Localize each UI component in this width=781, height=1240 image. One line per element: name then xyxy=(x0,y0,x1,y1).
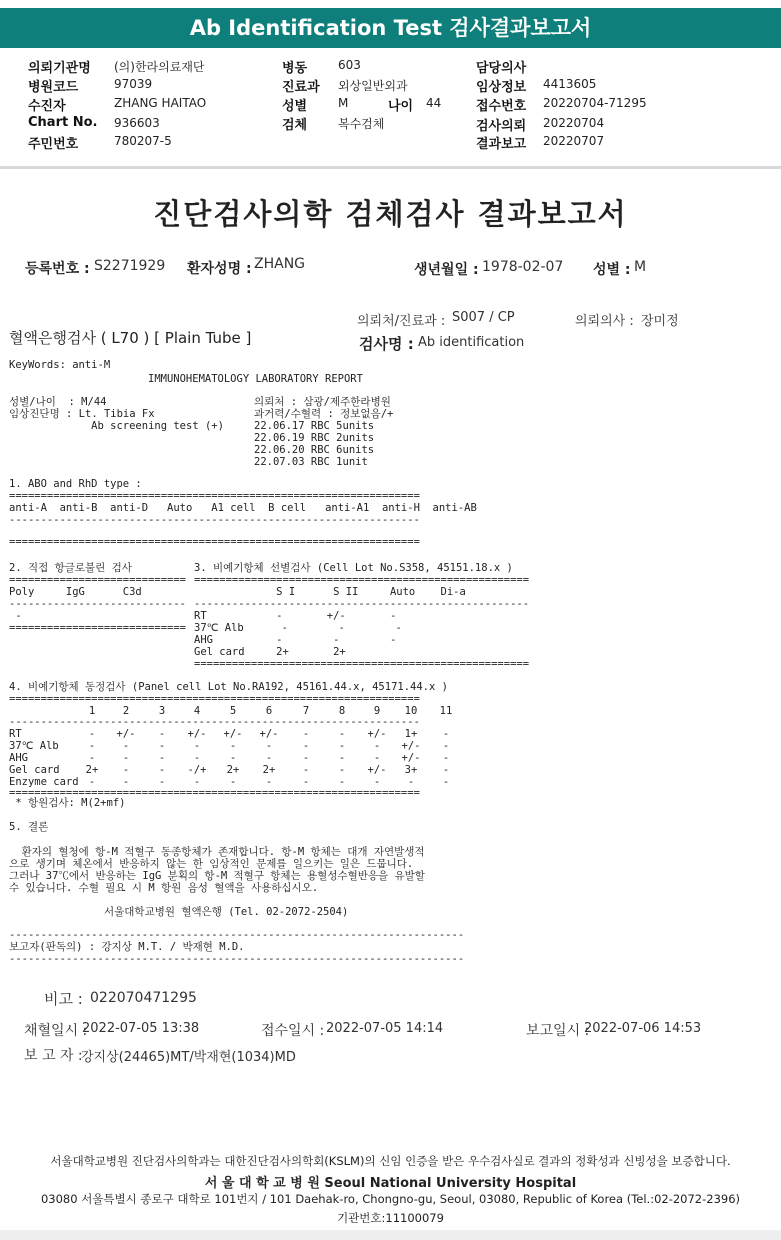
panel-cell: - xyxy=(265,752,273,764)
screening-separator: ===================================================== xyxy=(194,574,530,586)
panel-cell: 3+ xyxy=(404,764,418,776)
header-key: 임상정보 xyxy=(476,80,527,95)
panel-col-header: 10 xyxy=(404,705,418,717)
header-key: 의뢰기관명 xyxy=(28,61,91,76)
panel-cell: - xyxy=(373,776,381,788)
dob-label: 생년월일 : xyxy=(414,262,479,278)
dat-header: Poly IgG C3d xyxy=(9,586,142,598)
header-value: 780207-5 xyxy=(114,134,172,148)
header-key: 검사의뢰 xyxy=(476,119,527,134)
panel-cell: - xyxy=(302,764,310,776)
header-value: 복수검체 xyxy=(338,117,385,131)
panel-row-label: AHG xyxy=(9,752,28,764)
panel-cell: +/- xyxy=(187,728,207,740)
header-info xyxy=(0,52,781,164)
screening-row: RT - +/- - xyxy=(194,610,397,622)
transfusion-line: 22.06.17 RBC 5units xyxy=(254,420,375,432)
header-value: M xyxy=(338,96,349,110)
panel-cell: - xyxy=(122,752,130,764)
conclusion-title: 5. 결론 xyxy=(9,821,49,833)
history: 과거력/수혈력 : 정보없음/+ xyxy=(254,408,394,420)
header-key: 담당의사 xyxy=(476,61,527,76)
abo-separator: ================================================================= xyxy=(9,490,420,502)
panel-col-header: 7 xyxy=(302,705,310,717)
diagnosis-line: Ab screening test (+) xyxy=(9,420,224,432)
abo-separator: ----------------------------------------------------------------- xyxy=(9,514,420,526)
dat-value: - xyxy=(9,610,22,622)
sex-age: 성별/나이 : M/44 xyxy=(9,396,107,408)
header-value: 97039 xyxy=(114,77,153,91)
lab-reporter: 보고자(판독의) : 강지상 M.T. / 박재현 M.D. xyxy=(9,941,245,953)
panel-row-label: Enzyme card xyxy=(9,776,79,788)
header-key: 결과보고 xyxy=(476,137,527,152)
abo-separator: ================================================================= xyxy=(9,536,420,548)
remarks-value: 022070471295 xyxy=(90,990,197,1006)
header-value: 44 xyxy=(426,96,442,110)
panel-cell: - xyxy=(158,752,166,764)
sex-label: 성별 : xyxy=(593,262,631,278)
lab-report-header: IMMUNOHEMATOLOGY LABORATORY REPORT xyxy=(148,373,363,385)
footer-hospital-name: 서 울 대 학 교 병 원 Seoul National University Hospital xyxy=(204,1176,577,1191)
header-key: 검체 xyxy=(282,118,308,133)
panel-cell: - xyxy=(229,752,237,764)
report-banner: Ab Identification Test 검사결과보고서 xyxy=(0,8,781,48)
header-value: (의)한라의료재단 xyxy=(114,60,205,74)
conclusion-line: 으로 생기며 체온에서 반응하지 않는 한 임상적인 문제를 일으키는 일은 드뭅니다. xyxy=(9,858,414,870)
test-name-label: 검사명 : xyxy=(359,335,414,353)
panel-cell: +/- xyxy=(401,752,421,764)
panel-cell: - xyxy=(442,728,450,740)
panel-cell: - xyxy=(373,752,381,764)
screening-title: 3. 비예기항체 선별검사 (Cell Lot No.S358, 45151.18.x ) xyxy=(194,562,513,574)
transfusion-line: 22.07.03 RBC 1unit xyxy=(254,456,368,468)
header-value: 936603 xyxy=(114,116,160,130)
report-title: 진단검사의학 검체검사 결과보고서 xyxy=(153,197,628,231)
collect-value: 2022-07-05 13:38 xyxy=(82,1021,200,1036)
panel-title: 4. 비예기항체 동정검사 (Panel cell Lot No.RA192, 45161.44.x, 45171.44.x ) xyxy=(9,681,448,693)
dat-separator: ============================ xyxy=(9,574,187,586)
diagnosis-line: 임상진단명 : Lt. Tibia Fx xyxy=(9,408,155,420)
panel-row-label: RT xyxy=(9,728,22,740)
transfusion-line: 22.06.19 RBC 2units xyxy=(254,432,375,444)
panel-separator: ----------------------------------------------------------------- xyxy=(9,716,420,728)
abo-title: 1. ABO and RhD type : xyxy=(9,478,142,490)
panel-cell: - xyxy=(338,740,346,752)
header-value: 20220707 xyxy=(543,134,605,148)
panel-cell: -/+ xyxy=(187,764,207,776)
panel-cell: 2+ xyxy=(262,764,276,776)
antigen-test: * 항원검사: M(2+mf) xyxy=(9,797,126,809)
panel-row-label: 37℃ Alb xyxy=(9,740,59,752)
panel-cell: - xyxy=(229,776,237,788)
footer-institution-no: 기관번호:11100079 xyxy=(337,1211,444,1225)
screening-row: AHG - - - xyxy=(194,634,397,646)
panel-cell: - xyxy=(158,728,166,740)
panel-cell: - xyxy=(302,776,310,788)
footer xyxy=(0,1146,781,1228)
bottom-band xyxy=(0,1230,781,1240)
panel-cell: - xyxy=(442,752,450,764)
header-value: 20220704 xyxy=(543,116,605,130)
conclusion-line: 그러나 37℃에서 반응하는 IgG 분획의 항-M 적혈구 항체는 용혈성수혈반응을 유발할 xyxy=(9,870,425,882)
requester: 의뢰처 : 삼광/제주한라병원 xyxy=(254,396,391,408)
receipt-value: 2022-07-05 14:14 xyxy=(326,1021,444,1036)
panel-col-header: 11 xyxy=(439,705,453,717)
panel-col-header: 5 xyxy=(229,705,237,717)
header-key: 병원코드 xyxy=(28,80,79,95)
name-value: ZHANG xyxy=(254,256,306,272)
panel-col-header: 6 xyxy=(265,705,273,717)
dat-title: 2. 직접 항글로불린 검사 xyxy=(9,562,132,574)
footer-certification: 서울대학교병원 진단검사의학과는 대한진단검사의학회(KSLM)의 신임 인증을 받은 우수검사실로 결과의 정확성과 신빙성을 보증합니다. xyxy=(50,1154,731,1168)
panel-cell: - xyxy=(338,752,346,764)
header-key: 나이 xyxy=(388,99,414,114)
panel-cell: - xyxy=(407,776,415,788)
reg-label: 등록번호 : xyxy=(25,261,90,277)
dat-separator: ============================ xyxy=(9,622,187,634)
doctor-value: 장미정 xyxy=(641,314,679,329)
reporter-label: 보 고 자 : xyxy=(24,1048,83,1064)
header-key: 진료과 xyxy=(282,80,320,95)
panel-cell: - xyxy=(158,776,166,788)
screening-row: 37℃ Alb - - - xyxy=(194,622,402,634)
header-key: 주민번호 xyxy=(28,137,79,152)
sign-separator: ------------------------------------------------------------------------ xyxy=(9,929,465,941)
panel-cell: - xyxy=(193,776,201,788)
panel-cell: 2+ xyxy=(85,764,99,776)
abo-header: anti-A anti-B anti-D Auto A1 cell B cell anti-A1 anti-H anti-AB xyxy=(9,502,477,514)
panel-col-header: 3 xyxy=(158,705,166,717)
panel-cell: - xyxy=(338,728,346,740)
panel-cell: - xyxy=(88,752,96,764)
collect-label: 채혈일시 : xyxy=(24,1023,88,1039)
panel-cell: +/- xyxy=(401,740,421,752)
panel-cell: - xyxy=(302,752,310,764)
report-time-label: 보고일시 : xyxy=(526,1023,590,1039)
panel-cell: - xyxy=(338,764,346,776)
panel-cell: +/- xyxy=(259,728,279,740)
screening-row: Gel card 2+ 2+ xyxy=(194,646,346,658)
panel-cell: - xyxy=(88,776,96,788)
panel-cell: - xyxy=(122,776,130,788)
screening-header: S I S II Auto Di-a xyxy=(194,586,466,598)
panel-cell: - xyxy=(88,740,96,752)
panel-cell: +/- xyxy=(367,764,387,776)
header-value: 4413605 xyxy=(543,77,597,91)
keywords: KeyWords: anti-M xyxy=(9,359,111,371)
panel-cell: - xyxy=(193,752,201,764)
panel-cell: - xyxy=(122,740,130,752)
panel-cell: - xyxy=(122,764,130,776)
reg-value: S2271929 xyxy=(94,258,166,274)
panel-separator: ================================================================= xyxy=(9,787,420,799)
panel-cell: 1+ xyxy=(404,728,418,740)
panel-cell: - xyxy=(373,740,381,752)
dat-separator: ---------------------------- xyxy=(9,598,187,610)
screening-separator: ===================================================== xyxy=(194,658,530,670)
test-name-value: Ab identification xyxy=(418,335,525,350)
test-group: 혈액은행검사 ( L70 ) [ Plain Tube ] xyxy=(9,329,252,347)
remarks-label: 비고 : xyxy=(44,990,83,1008)
sex-value: M xyxy=(634,259,647,275)
header-value: 외상일반외과 xyxy=(338,79,408,93)
panel-col-header: 9 xyxy=(373,705,381,717)
panel-cell: - xyxy=(193,740,201,752)
report-time-value: 2022-07-06 14:53 xyxy=(584,1021,702,1036)
panel-cell: - xyxy=(88,728,96,740)
screening-separator: ----------------------------------------------------- xyxy=(194,598,530,610)
panel-cell: +/- xyxy=(223,728,243,740)
panel-row-label: Gel card xyxy=(9,764,60,776)
panel-cell: - xyxy=(302,728,310,740)
conclusion-line: 환자의 혈청에 항-M 적혈구 동종항체가 존재합니다. 항-M 항체는 대개 자연발생적 xyxy=(9,846,425,858)
header-key: 병동 xyxy=(282,61,308,76)
conclusion-line: 수 있습니다. 수혈 필요 시 M 항원 음성 혈액을 사용하십시오. xyxy=(9,882,319,894)
panel-cell: - xyxy=(265,776,273,788)
header-key: 성별 xyxy=(282,99,308,114)
header-value: 603 xyxy=(338,58,361,72)
panel-cell: - xyxy=(302,740,310,752)
transfusion-line: 22.06.20 RBC 6units xyxy=(254,444,375,456)
panel-col-header: 2 xyxy=(122,705,130,717)
panel-cell: - xyxy=(265,740,273,752)
panel-cell: - xyxy=(158,764,166,776)
panel-cell: 2+ xyxy=(226,764,240,776)
blood-bank: 서울대학교병원 혈액은행 (Tel. 02-2072-2504) xyxy=(104,906,349,918)
section-divider xyxy=(0,166,781,169)
panel-col-header: 4 xyxy=(193,705,201,717)
name-label: 환자성명 : xyxy=(187,261,252,277)
panel-cell: - xyxy=(229,740,237,752)
panel-cell: - xyxy=(442,764,450,776)
panel-separator: ================================================================= xyxy=(9,693,420,705)
reporter-value: 강지상(24465)MT/박재현(1034)MD xyxy=(81,1050,296,1065)
receipt-label: 접수일시 : xyxy=(261,1023,325,1039)
dept-label: 의뢰처/진료과 : xyxy=(357,314,446,329)
dept-value: S007 / CP xyxy=(452,310,515,325)
header-key: Chart No. xyxy=(28,115,98,130)
panel-col-header: 8 xyxy=(338,705,346,717)
panel-cell: - xyxy=(442,740,450,752)
panel-cell: +/- xyxy=(367,728,387,740)
sign-separator: ------------------------------------------------------------------------ xyxy=(9,953,465,965)
header-key: 접수번호 xyxy=(476,99,527,114)
header-key: 수진자 xyxy=(28,99,66,114)
panel-cell: - xyxy=(158,740,166,752)
doctor-label: 의뢰의사 : xyxy=(575,314,634,329)
header-value: ZHANG HAITAO xyxy=(114,96,207,110)
panel-cell: - xyxy=(442,776,450,788)
footer-address: 03080 서울특별시 종로구 대학로 101번지 / 101 Daehak-ro, Chongno-gu, Seoul, 03080, Republic of Korea (Tel.:02-2072-2396) xyxy=(40,1192,741,1206)
dob-value: 1978-02-07 xyxy=(482,259,564,275)
panel-cell: +/- xyxy=(116,728,136,740)
panel-cell: - xyxy=(338,776,346,788)
header-value: 20220704-71295 xyxy=(543,96,647,110)
panel-col-header: 1 xyxy=(88,705,96,717)
